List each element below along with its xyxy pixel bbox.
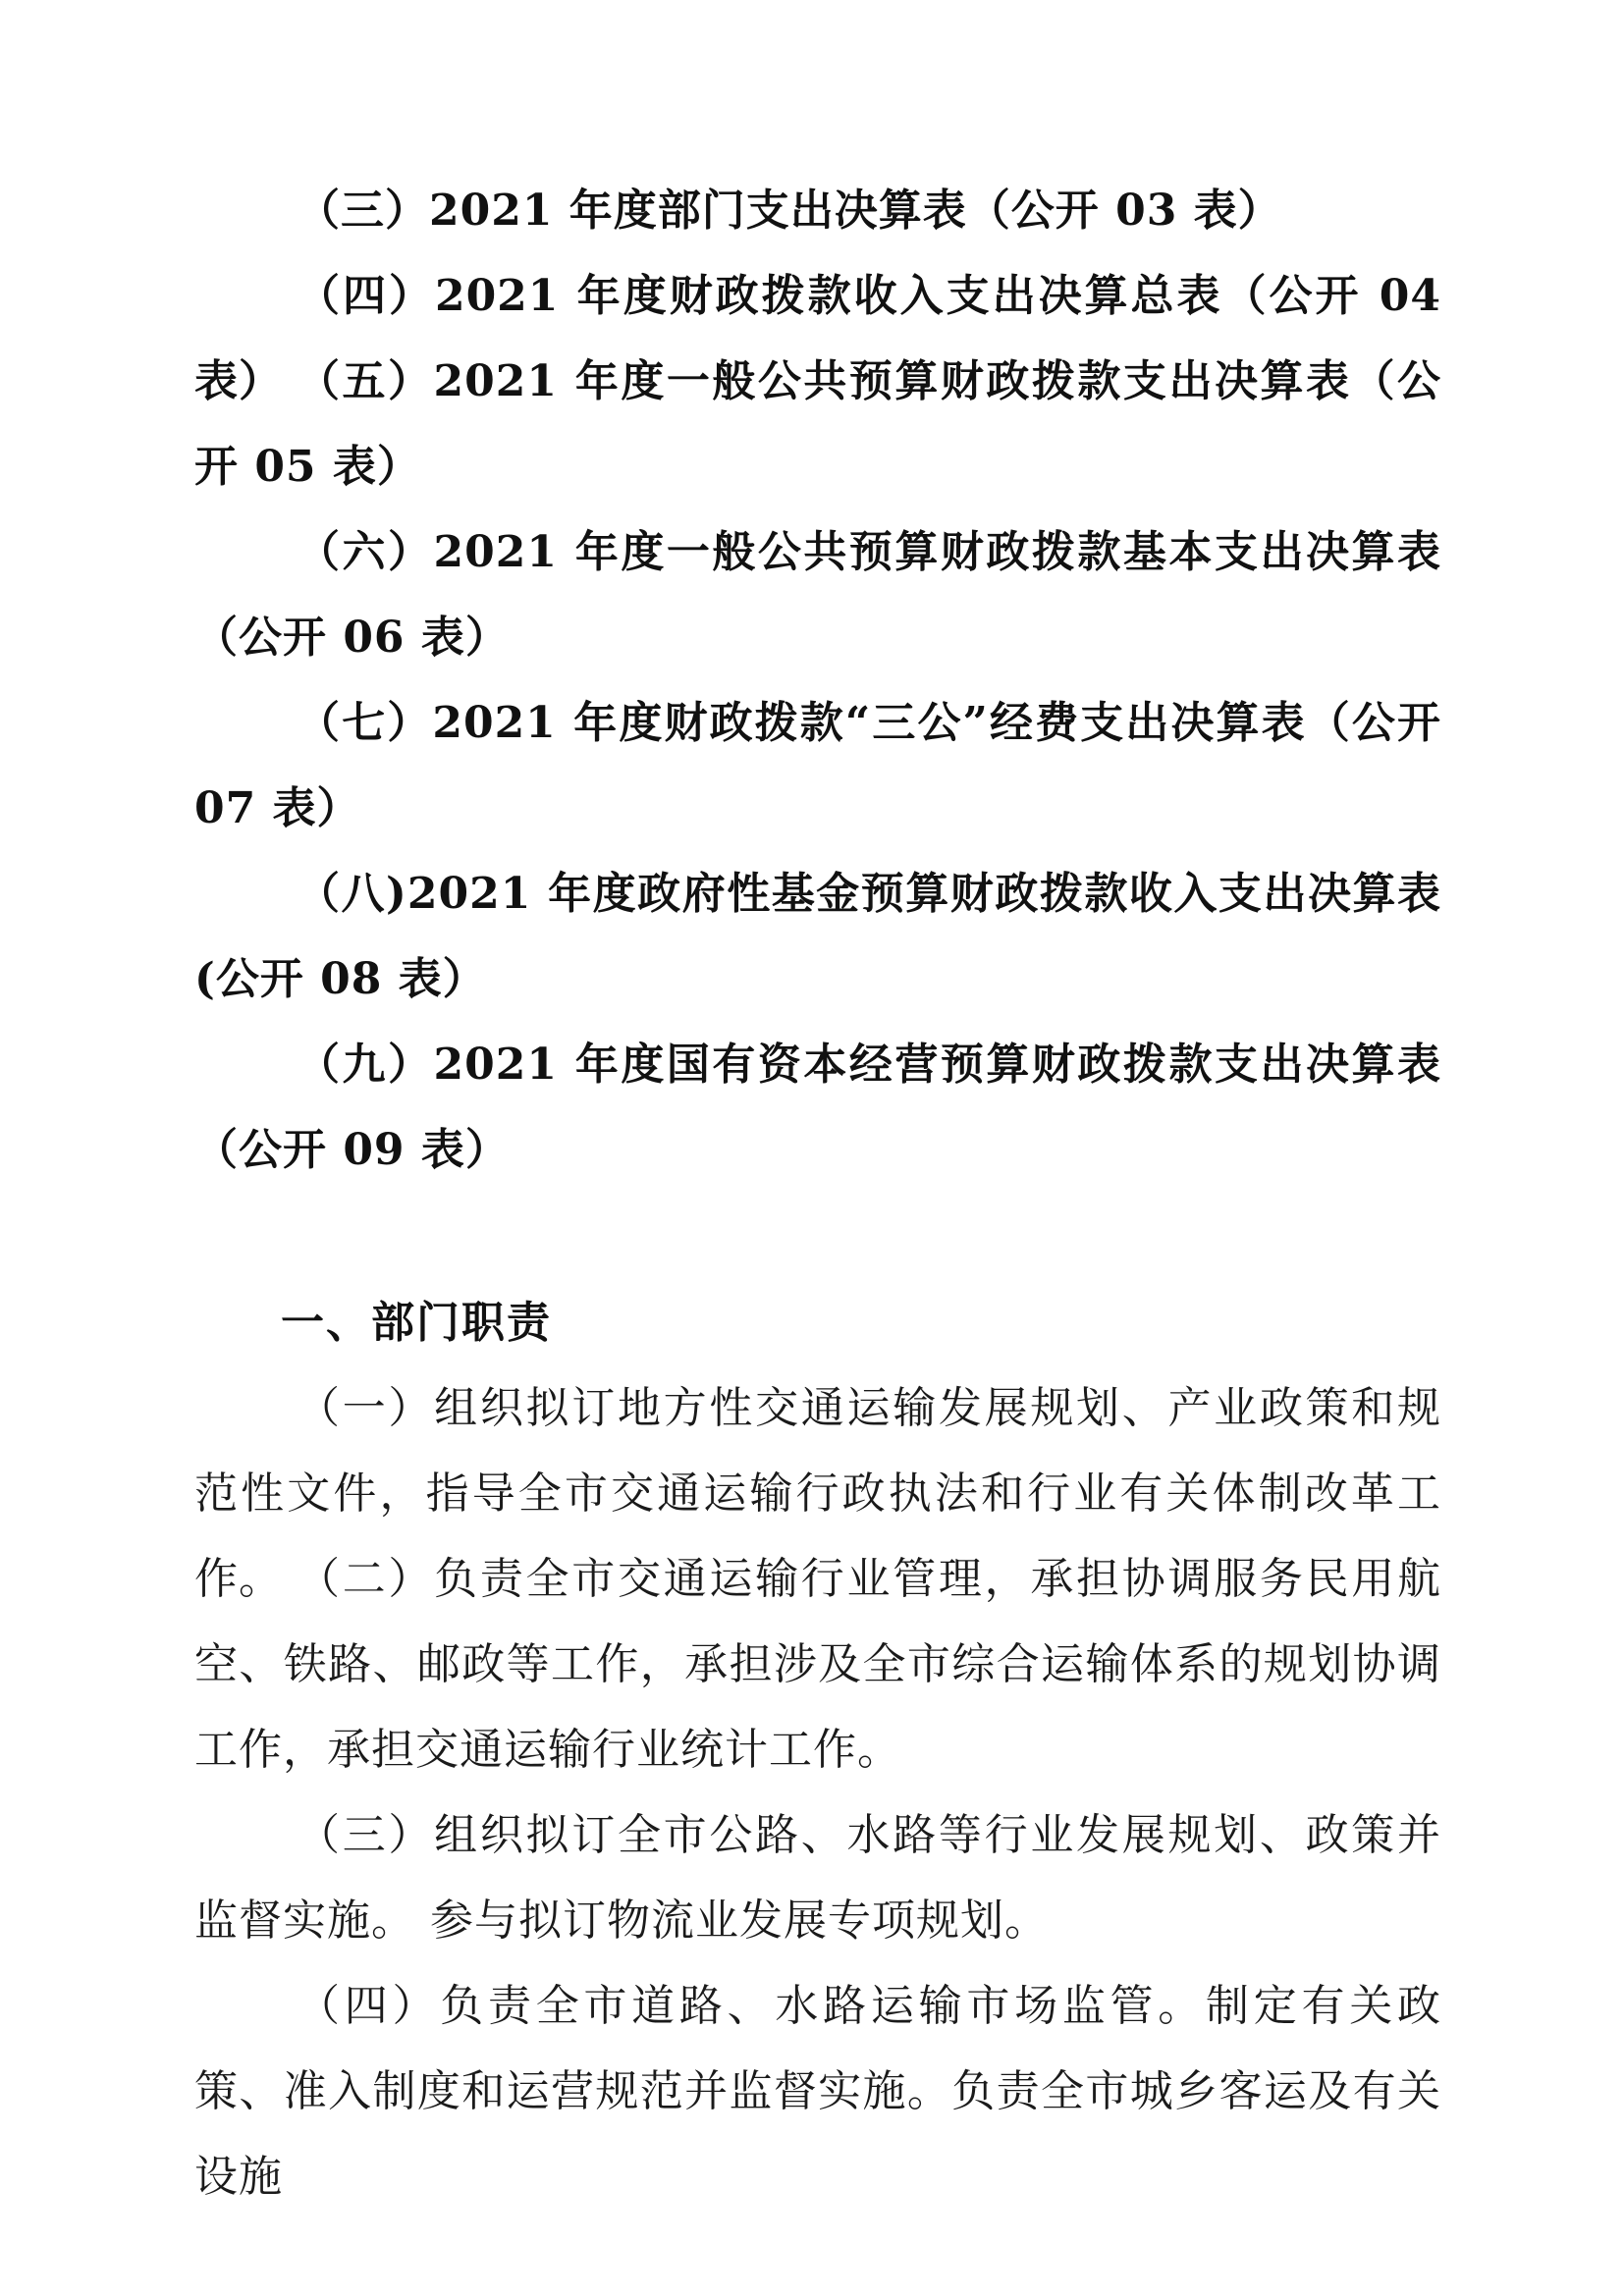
table-list-item-07: （七）2021 年度财政拨款“三公”经费支出决算表（公开 07 表） <box>194 698 1441 833</box>
table-list-item-03: （三）2021 年度部门支出决算表（公开 03 表） <box>297 186 1282 236</box>
table-list-item-09: （九）2021 年度国有资本经营预算财政拨款支出决算表（公开 09 表） <box>194 1040 1441 1175</box>
duty-paragraph-4: （四）负责全市道路、水路运输市场监管。制定有关政策、准入制度和运营规范并监督实施。负责全市城乡客运及有关设施 <box>194 1981 1441 2202</box>
table-list-item-04: （四）2021 年度财政拨款收入支出决算总表（公开 04 表） <box>194 271 1441 406</box>
duty-paragraph-2: （二）负责全市交通运输行业管理，承担协调服务民用航空、铁路、邮政等工作，承担涉及全市综合运输体系的规划协调工作，承担交通运输行业统计工作。 <box>194 1554 1441 1775</box>
table-list-item-08: （八)2021 年度政府性基金预算财政拨款收入支出决算表(公开 08 表） <box>194 869 1441 1004</box>
duty-paragraph-3: （三）组织拟订全市公路、水路等行业发展规划、政策并监督实施。 参与拟订物流业发展专项规划。 <box>194 1810 1441 1946</box>
table-list-item-05: （五）2021 年度一般公共预算财政拨款支出决算表（公开 05 表） <box>194 356 1441 492</box>
table-list-item-06: （六）2021 年度一般公共预算财政拨款基本支出决算表（公开 06 表） <box>194 527 1441 663</box>
duty-paragraph-1: （一）组织拟订地方性交通运输发展规划、产业政策和规范性文件，指导全市交通运输行政执法和行业有关体制改革工作。 <box>194 1383 1441 1604</box>
section-heading-department-duties: 一、部门职责 <box>281 1298 552 1348</box>
